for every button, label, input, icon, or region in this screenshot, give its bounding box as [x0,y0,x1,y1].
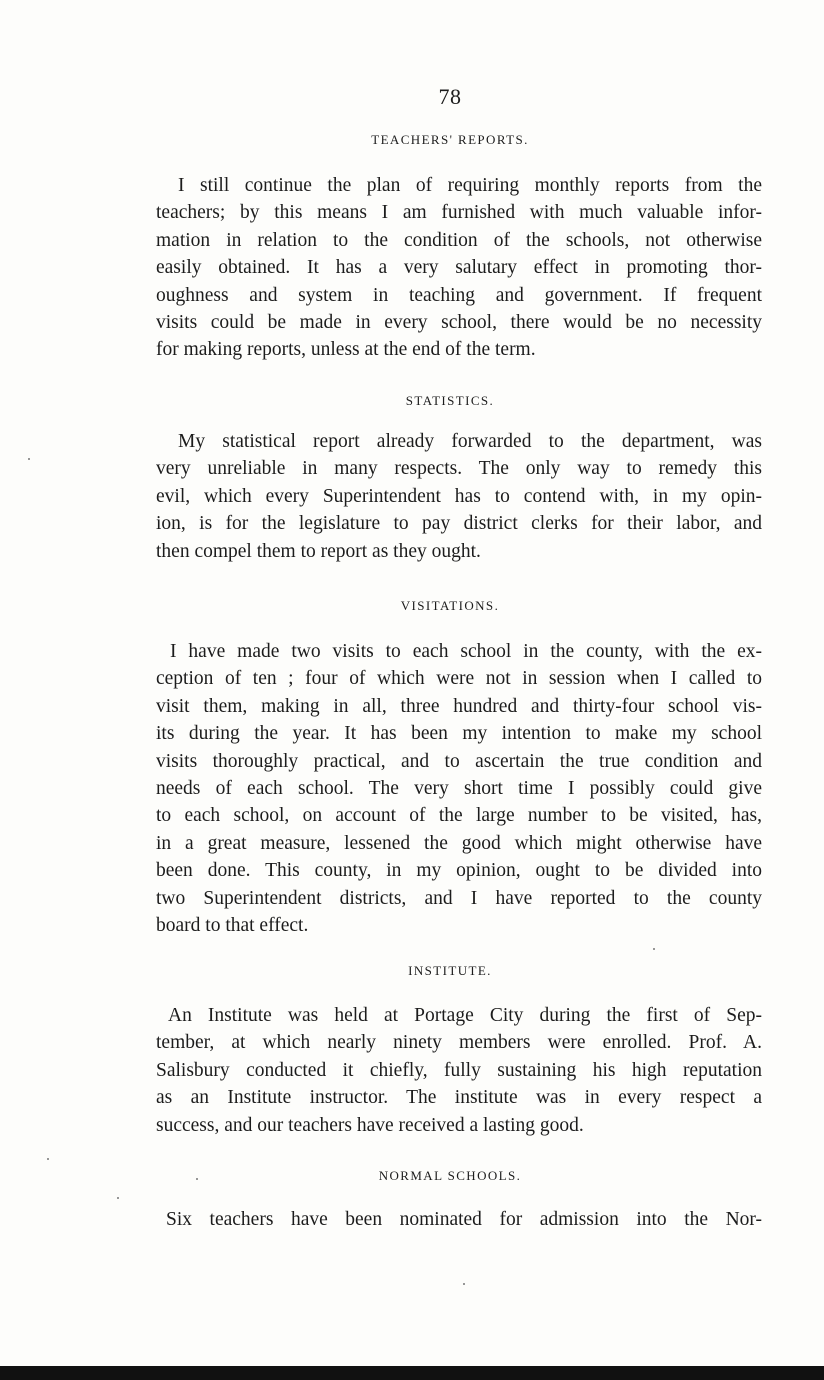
text-line: Six teachers have been nominated for admission into the Nor- [166,1209,762,1230]
text-line: mation in relation to the condition of the schools, not otherwise [156,229,762,251]
section-heading-teachers-reports: TEACHERS' REPORTS. [371,132,529,147]
section-heading-visitations: VISITATIONS. [400,598,500,613]
text-line: An Institute was held at Portage City during the first of Sep- [168,1005,762,1026]
text-line: teachers; by this means I am furnished with much valuable infor- [156,202,762,224]
scan-speck [28,458,30,460]
text-line: evil, which every Superintendent has to contend with, in my opin- [156,485,762,507]
text-line: in a great measure, lessened the good which might otherwise have [156,832,762,854]
text-line: then compel them to report as they ought. [156,540,481,562]
section-heading-normal-schools: NORMAL SCHOOLS. [378,1168,522,1183]
text-line: easily obtained. It has a very salutary effect in promoting thor- [156,257,762,279]
scan-speck [47,1158,49,1160]
text-line: visits could be made in every school, there would be no necessity [156,312,762,334]
scan-speck [196,1178,198,1180]
text-line: board to that effect. [156,915,309,937]
text-line: visits thoroughly practical, and to ascertain the true condition and [156,750,762,772]
paragraph-normal-schools [134,1206,762,1233]
text-line: tember, at which nearly ninety members were enrolled. Prof. A. [156,1032,762,1054]
text-line: I still continue the plan of requiring monthly reports from the [178,175,762,196]
text-line: as an Institute instructor. The institute was in every respect a [156,1087,762,1109]
text-line: been done. This county, in my opinion, ought to be divided into [156,860,762,882]
scan-speck [117,1197,119,1199]
text-line: very unreliable in many respects. The only way to remedy this [156,458,762,480]
section-heading-statistics: STATISTICS. [405,393,495,408]
text-line: needs of each school. The very short time I possibly could give [156,778,762,800]
text-line: its during the year. It has been my intention to make my school [156,723,762,745]
text-line: oughness and system in teaching and government. If frequent [156,284,762,306]
text-line: Salisbury conducted it chiefly, fully sustaining his high reputation [156,1059,762,1081]
section-heading-institute: INSTITUTE. [408,963,492,978]
text-line: success, and our teachers have received a lasting good. [156,1114,584,1136]
text-line: for making reports, unless at the end of the term. [156,339,536,361]
text-line: visit them, making in all, three hundred and thirty-four school vis- [156,695,762,717]
text-line: ception of ten ; four of which were not in session when I called to [156,668,762,690]
paragraph-statistics [134,428,762,565]
text-line: My statistical report already forwarded to the department, was [178,431,762,452]
paragraph-teachers-reports [134,172,762,364]
paragraph-visitations [134,638,762,939]
scan-bottom-edge [0,1366,824,1380]
page-number: 78 [438,84,462,109]
scan-speck [653,948,655,950]
text-line: ion, is for the legislature to pay district clerks for their labor, and [156,513,762,535]
text-line: to each school, on account of the large number to be visited, has, [156,805,762,827]
text-line: I have made two visits to each school in the county, with the ex- [170,641,762,662]
paragraph-institute [134,1002,762,1139]
text-line: two Superintendent districts, and I have reported to the county [156,887,762,909]
scan-speck [463,1283,465,1285]
